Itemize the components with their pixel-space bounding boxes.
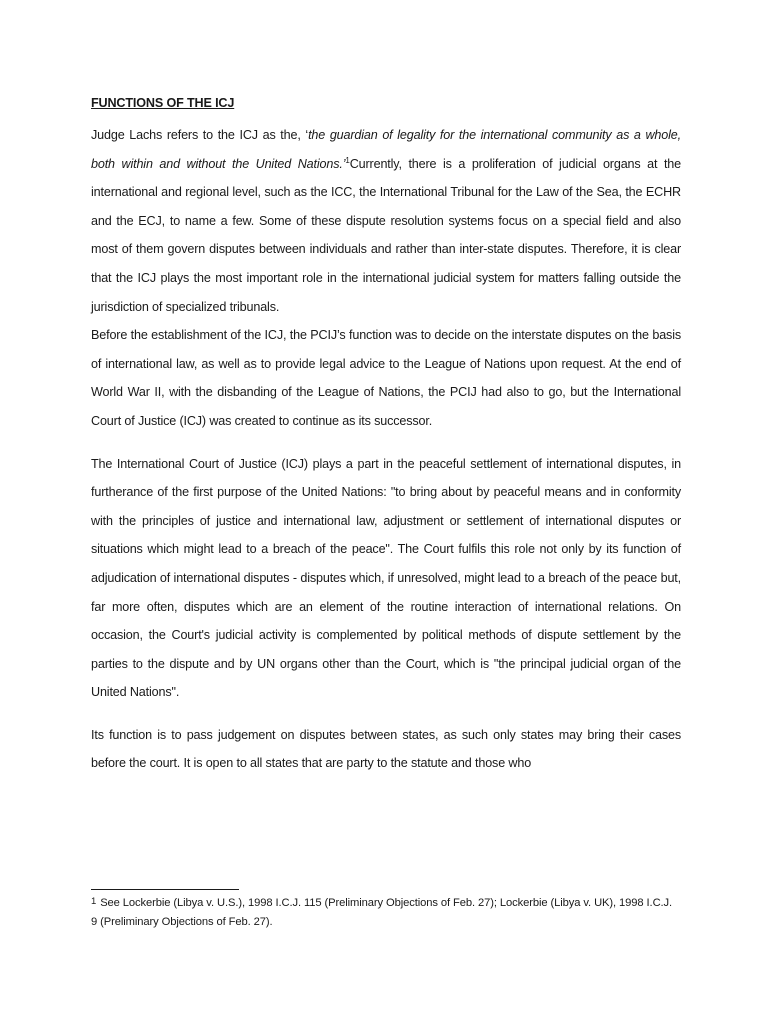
paragraph-1 [91,121,681,321]
footnote-text: See Lockerbie (Libya v. U.S.), 1998 I.C.J. 115 (Preliminary Objections of Feb. 27); Lockerbie (Libya v. UK), 1998 I.C.J. 9 (Preliminary Objections of Feb. 27). [91,897,673,928]
paragraph-1-rest: Currently, there is a proliferation of judicial organs at the international and regional level, such as the ICC, the International Tribunal for the Law of the Sea, the ECHR and the ECJ, to name a few. Some of these dispute resolution systems focus on a special field and also most of them govern disputes between individuals and rather than inter-state disputes. Therefore, it is clear that the ICJ plays the most important role in the international judicial system for matters falling outside the jurisdiction of specialized tribunals. [91,156,681,314]
section-heading: FUNCTIONS OF THE ICJ [91,96,235,110]
footnote [91,892,681,932]
paragraph-2: Before the establishment of the ICJ, the PCIJ’s function was to decide on the interstate disputes on the basis of international law, as well as to provide legal advice to the League of Nations upon request. At the end of World War II, with the disbanding of the League of Nations, the PCIJ had also to go, but the International Court of Justice (ICJ) was created to continue as its successor. [91,328,681,428]
paragraph-3: The International Court of Justice (ICJ) plays a part in the peaceful settlement of international disputes, in furtherance of the first purpose of the United Nations: "to bring about by peaceful means and in conformity with the principles of justice and international law, adjustment or settlement of international disputes or situations which might lead to a breach of the peace". The Court fulfils this role not only by its function of adjudication of international disputes - disputes which, if unresolved, might lead to a breach of the peace but, far more often, disputes which are an element of the routine interaction of international relations. On occasion, the Court's judicial activity is complemented by political methods of dispute settlement by the parties to the dispute and by UN organs other than the Court, which is "the principal judicial organ of the United Nations". [91,456,681,700]
footnote-separator [91,889,239,890]
lachs-quote: the guardian of legality for the international community as a whole, both within and without the United Nations.’ [91,128,681,171]
document-body [91,90,681,778]
paragraph-4: Its function is to pass judgement on disputes between states, as such only states may bring their cases before the court. It is open to all states that are party to the statute and those who [91,727,681,771]
footnote-reference: 1 [345,155,350,165]
paragraph-1-lead: Judge Lachs refers to the ICJ as the, ‘ [91,128,309,142]
footnote-mark: 1 [91,896,97,907]
